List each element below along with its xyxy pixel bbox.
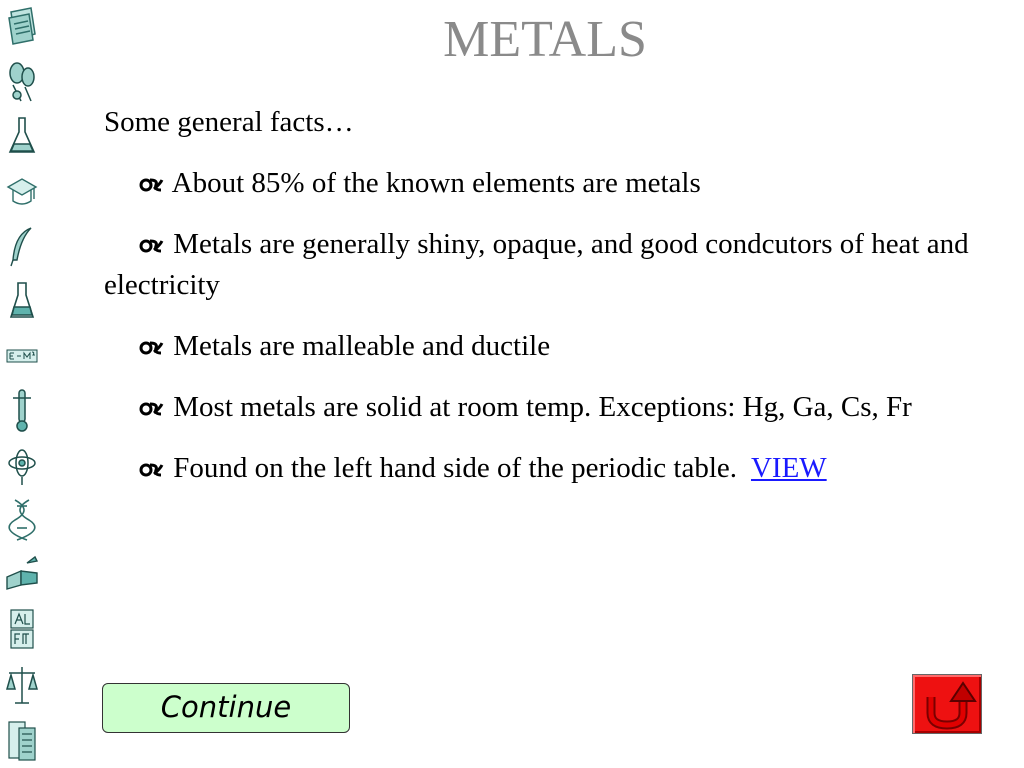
fact-text: About 85% of the known elements are metals xyxy=(171,167,701,199)
side-icon-strip xyxy=(0,0,44,768)
fact-item xyxy=(104,224,984,306)
scales-icon xyxy=(5,663,39,707)
return-button[interactable] xyxy=(912,674,982,734)
bullet-icon xyxy=(138,448,166,489)
thermometer-icon xyxy=(5,388,39,432)
u-turn-arrow-icon xyxy=(913,675,981,733)
conical-flask-icon xyxy=(5,279,39,323)
bullet-icon xyxy=(138,163,166,204)
slide-title: METALS xyxy=(443,11,647,68)
view-link[interactable]: VIEW xyxy=(750,452,827,484)
fact-text: Most metals are solid at room temp. Exceptions: Hg, Ga, Cs, Fr xyxy=(173,391,912,423)
fact-item xyxy=(104,448,984,489)
fact-item xyxy=(104,163,984,204)
quill-pen-icon xyxy=(5,224,39,268)
atom-icon xyxy=(5,443,39,487)
dna-icon xyxy=(5,498,39,542)
fact-item xyxy=(104,326,984,367)
continue-button[interactable]: Continue xyxy=(102,683,350,733)
element-tile-icon xyxy=(5,608,39,652)
fact-text: Found on the left hand side of the periodic table. xyxy=(173,452,751,484)
fact-text: Metals are malleable and ductile xyxy=(173,330,551,362)
fact-text: Metals are generally shiny, opaque, and good condcutors of heat and electricity xyxy=(104,228,969,301)
papers-icon xyxy=(5,718,39,762)
bullet-icon xyxy=(138,326,166,367)
graduation-cap-icon xyxy=(5,169,39,213)
fact-item xyxy=(104,387,984,428)
bullet-icon xyxy=(138,387,166,428)
formula-icon xyxy=(5,334,39,378)
intro-text: Some general facts… xyxy=(104,106,354,138)
flask-icon xyxy=(5,114,39,158)
open-book-icon xyxy=(5,553,39,597)
bullet-icon xyxy=(138,224,166,265)
slide-body xyxy=(104,102,984,509)
